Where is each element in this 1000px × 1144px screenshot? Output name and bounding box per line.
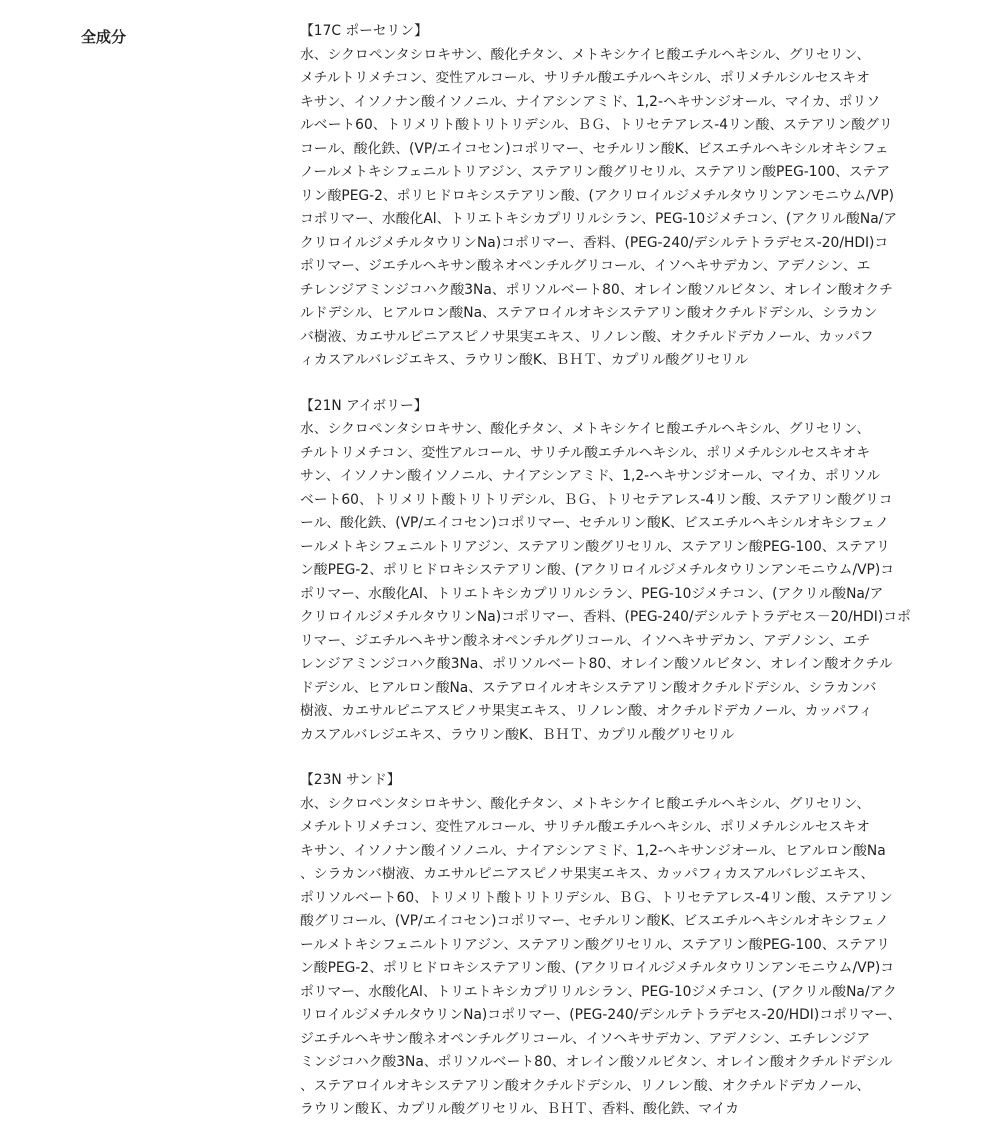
- ingredient-line: ポリマー、水酸化Al、トリエトキシカプリリルシラン、PEG-10ジメチコン、(アクリル酸Na/ア: [300, 585, 884, 602]
- ingredient-list: [300, 418, 940, 747]
- ingredient-line: ラウリン酸Ｋ、カプリル酸グリセリル、ＢＨＴ、香料、酸化鉄、マイカ: [300, 1101, 740, 1117]
- shade-title: 【21N アイボリー】: [300, 397, 428, 414]
- section-label: 全成分: [81, 28, 127, 46]
- ingredient-line: ノールメトキシフェニルトリアジン、ステアリン酸グリセリル、ステアリン酸PEG-100、ステア: [300, 164, 891, 180]
- ingredient-line: ポリマー、ジエチルヘキサン酸ネオペンチルグリコール、イソヘキサデカン、アデノシン、エ: [300, 258, 871, 274]
- ingredient-line: ドデシル、ヒアルロン酸Na、ステアロイルオキシステアリン酸オクチルドデシル、シラカンバ: [300, 679, 877, 696]
- ingredient-line: 、ステアロイルオキシステアリン酸オクチルドデシル、リノレン酸、オクチルドデカノール、: [300, 1077, 871, 1094]
- ingredient-line: 酸グリコール、(VP/エイコセン)コポリマー、セチルリン酸K、ビスエチルヘキシルオキシフェノ: [300, 913, 889, 929]
- ingredient-line: リン酸PEG-2、ポリヒドロキシステアリン酸、(アクリロイルジメチルタウリンアンモニウム/VP): [300, 187, 895, 204]
- ingredient-line: ミンジコハク酸3Na、ポリソルベート80、オレイン酸ソルビタン、オレイン酸オクチルドデシル: [300, 1054, 893, 1070]
- ingredients-content: [300, 20, 940, 1144]
- shade-title: 【23N サンド】: [300, 772, 401, 788]
- ingredient-line: 水、シクロペンタシロキサン、酸化チタン、メトキシケイヒ酸エチルヘキシル、グリセリン、: [300, 795, 871, 812]
- ingredient-line: ン酸PEG-2、ポリヒドロキシステアリン酸、(アクリロイルジメチルタウリンアンモニウム/VP)コ: [300, 562, 895, 578]
- ingredient-line: キサン、イソノナン酸イソノニル、ナイアシンアミド、1,2-ヘキサンジオール、ヒアルロン酸Na: [300, 842, 886, 859]
- ingredient-line: ポリマー、水酸化Al、トリエトキシカプリリルシラン、PEG-10ジメチコン、(アクリル酸Na/アク: [300, 983, 897, 1000]
- ingredient-line: チルトリメチコン、変性アルコール、サリチル酸エチルヘキシル、ポリメチルシルセスキオキ: [300, 444, 871, 461]
- ingredient-line: 、シラカンバ樹液、カエサルピニアスピノサ果実エキス、カッパフィカスアルバレジエキス、: [300, 866, 875, 882]
- ingredient-line: 樹液、カエサルピニアスピノサ果実エキス、リノレン酸、オクチルドデカノール、カッパフィ: [300, 703, 873, 719]
- ingredient-line: コール、酸化鉄、(VP/エイコセン)コポリマー、セチルリン酸K、ビスエチルヘキシルオキシフェ: [300, 140, 889, 157]
- ingredient-line: 水、シクロペンタシロキサン、酸化チタン、メトキシケイヒ酸エチルヘキシル、グリセリン、: [300, 421, 871, 437]
- ingredient-line: ルドデシル、ヒアルロン酸Na、ステアロイルオキシステアリン酸オクチルドデシル、シラカン: [300, 305, 878, 321]
- ingredient-line: チレンジアミンジコハク酸3Na、ポリソルベート80、オレイン酸ソルビタン、オレイン酸オクチ: [300, 281, 893, 298]
- ingredient-line: ルベート60、トリメリト酸トリトリデシル、ＢＧ、トリセテアレス-4リン酸、ステアリン酸グリ: [300, 117, 893, 133]
- shade-23n-sand: [300, 769, 940, 1122]
- ingredient-line: カスアルバレジエキス、ラウリン酸K、ＢＨＴ、カプリル酸グリセリル: [300, 726, 735, 743]
- ingredient-line: メチルトリメチコン、変性アルコール、サリチル酸エチルヘキシル、ポリメチルシルセスキオ: [300, 819, 871, 835]
- ingredient-list: [300, 793, 940, 1122]
- ingredient-line: ジエチルヘキサン酸ネオペンチルグリコール、イソヘキサデカン、アデノシン、エチレンジア: [300, 1030, 871, 1047]
- ingredient-line: ン酸PEG-2、ポリヒドロキシステアリン酸、(アクリロイルジメチルタウリンアンモニウム/VP)コ: [300, 960, 895, 976]
- ingredient-line: ィカスアルバレジエキス、ラウリン酸K、ＢＨＴ、カプリル酸グリセリル: [300, 352, 749, 368]
- shade-21n-ivory: [300, 395, 940, 748]
- ingredient-line: メチルトリメチコン、変性アルコール、サリチル酸エチルヘキシル、ポリメチルシルセスキオ: [300, 70, 871, 86]
- shade-17c-porcelain: [300, 20, 940, 373]
- ingredient-line: サン、イソノナン酸イソノニル、ナイアシンアミド、1,2-ヘキサンジオール、マイカ、ポリソル: [300, 468, 881, 484]
- ingredient-line: キサン、イソノナン酸イソノニル、ナイアシンアミド、1,2-ヘキサンジオール、マイカ、ポリソ: [300, 93, 881, 110]
- ingredient-line: 水、シクロペンタシロキサン、酸化チタン、メトキシケイヒ酸エチルヘキシル、グリセリン、: [300, 46, 871, 63]
- shade-title: 【17C ポーセリン】: [300, 23, 428, 39]
- ingredient-list: [300, 44, 940, 373]
- ingredient-line: リマー、ジエチルヘキサン酸ネオペンチルグリコール、イソヘキサデカン、アデノシン、エチ: [300, 632, 871, 649]
- ingredient-line: ールメトキシフェニルトリアジン、ステアリン酸グリセリル、ステアリン酸PEG-100、ステアリ: [300, 936, 890, 953]
- ingredient-line: クリロイルジメチルタウリンNa)コポリマー、香料、(PEG-240/デシルテトラデセス－20/HDI)コポ: [300, 609, 911, 625]
- ingredient-line: バ樹液、カエサルピニアスピノサ果実エキス、リノレン酸、オクチルドデカノール、カッパフ: [300, 328, 874, 345]
- ingredient-line: レンジアミンジコハク酸3Na、ポリソルベート80、オレイン酸ソルビタン、オレイン酸オクチル: [300, 656, 893, 672]
- ingredient-line: ポリソルベート60、トリメリト酸トリトリデシル、ＢＧ、トリセテアレス-4リン酸、ステアリン: [300, 889, 893, 906]
- ingredient-line: ベート60、トリメリト酸トリトリデシル、ＢＧ、トリセテアレス-4リン酸、ステアリン酸グリコ: [300, 491, 893, 508]
- ingredient-line: コポリマー、水酸化Al、トリエトキシカプリリルシラン、PEG-10ジメチコン、(アクリル酸Na/ア: [300, 211, 898, 227]
- ingredient-line: ールメトキシフェニルトリアジン、ステアリン酸グリセリル、ステアリン酸PEG-100、ステアリ: [300, 538, 890, 555]
- ingredient-line: リロイルジメチルタウリンNa)コポリマー、(PEG-240/デシルテトラデセス-20/HDI)コポリマー、: [300, 1007, 902, 1023]
- ingredient-line: ール、酸化鉄、(VP/エイコセン)コポリマー、セチルリン酸K、ビスエチルヘキシルオキシフェノ: [300, 515, 889, 531]
- ingredient-line: クリロイルジメチルタウリンNa)コポリマー、香料、(PEG-240/デシルテトラデセス-20/HDI)コ: [300, 234, 889, 251]
